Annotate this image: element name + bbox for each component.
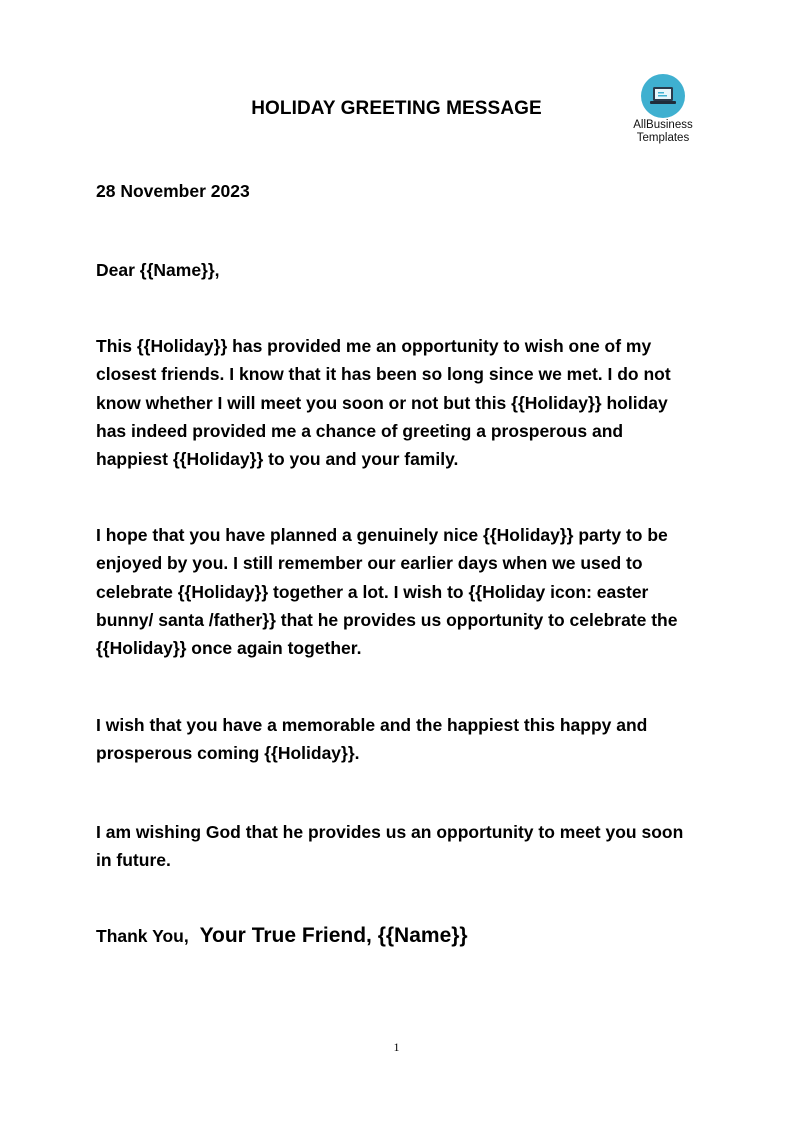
letter-closing [96, 922, 696, 950]
company-logo [618, 74, 708, 145]
paragraph-4: I am wishing God that he provides us an opportunity to meet you soon in future. [96, 822, 684, 871]
page-number: 1 [393, 1040, 400, 1054]
letter-salutation: Dear {{Name}}, [96, 260, 220, 280]
paragraph-3: I wish that you have a memorable and the happiest this happy and prosperous coming {{Holiday}}. [96, 715, 648, 764]
logo-line-2: Templates [636, 132, 690, 144]
logo-text [618, 119, 708, 145]
logo-line-1: AllBusiness [633, 119, 693, 131]
document-title: HOLIDAY GREETING MESSAGE [251, 98, 542, 119]
paragraph-2: I hope that you have planned a genuinely nice {{Holiday}} party to be enjoyed by you. I still remember our earlier days when we used to celebrate {{Holiday}} together a lot. I wish to {{Holiday icon: easter bunny/ santa /father}} that he provides us opportunity to celebrate the {{Holiday}} once again together. [96, 525, 678, 659]
paragraph-1: This {{Holiday}} has provided me an opportunity to wish one of my closest friends. I know that it has been so long since we met. I do not know whether I will meet you soon or not but this {{Holiday}} holiday has indeed provided me a chance of greeting a prosperous and happiest {{Holiday}} to you and your family. [96, 336, 671, 470]
laptop-icon [641, 74, 685, 118]
letter-date: 28 November 2023 [96, 181, 250, 201]
closing-thanks: Thank You, [96, 926, 189, 946]
closing-signature: Your True Friend, {{Name}} [199, 924, 468, 947]
logo-circle [641, 74, 685, 118]
